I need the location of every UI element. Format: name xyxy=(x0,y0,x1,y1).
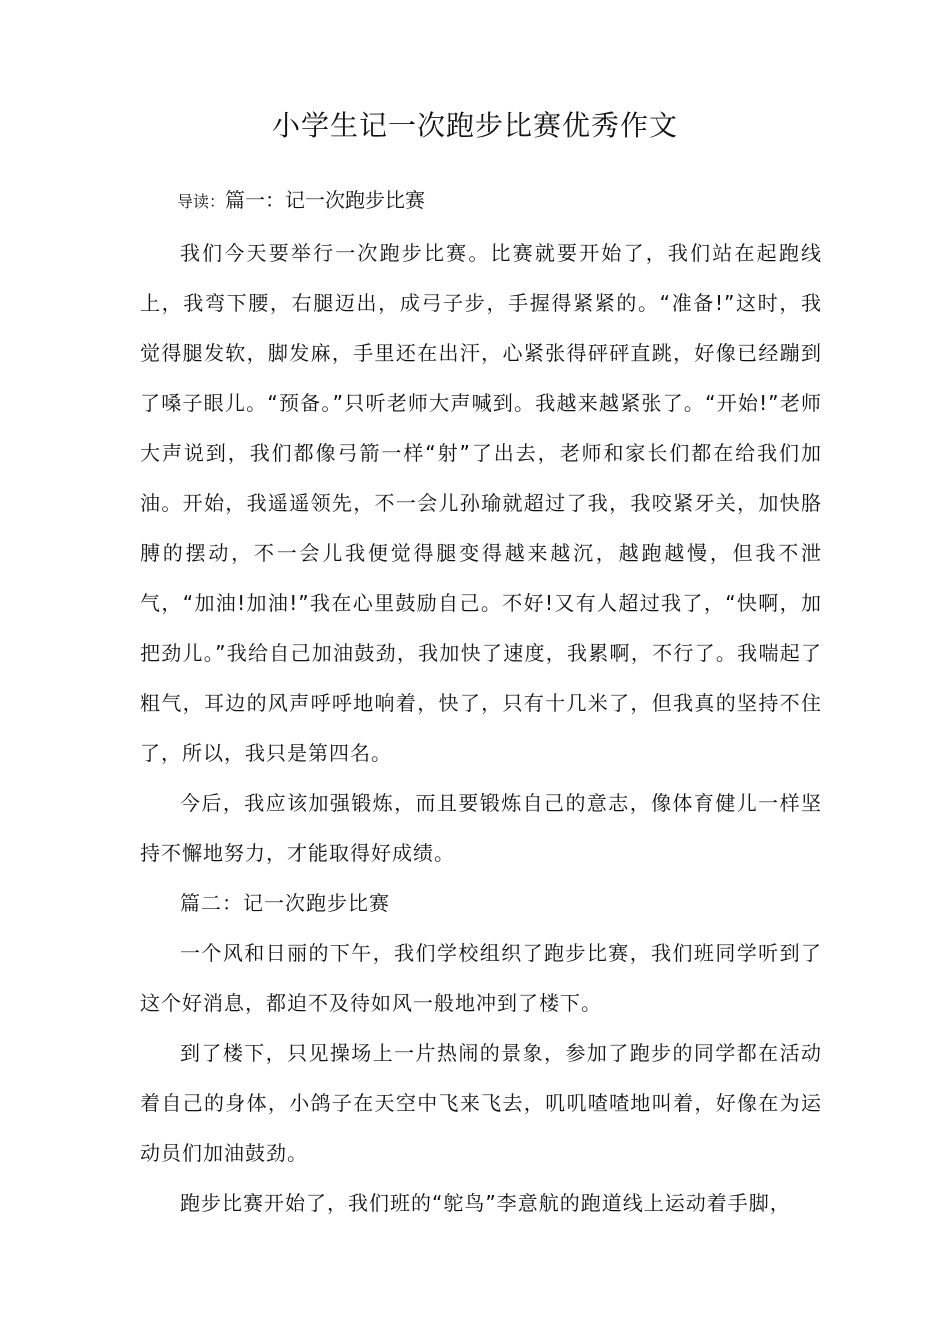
document-title: 小学生记一次跑步比赛优秀作文 xyxy=(271,109,678,142)
paragraph: 一个风和日丽的下午，我们学校组织了跑步比赛，我们班同学听到了这个好消息，都迫不及待如风一般地冲到了楼下。 xyxy=(140,941,822,1015)
paragraph: 今后，我应该加强锻炼，而且要锻炼自己的意志，像体育健儿一样坚持不懈地努力，才能取得好成绩。 xyxy=(140,791,822,865)
lead-label: 导读： xyxy=(177,192,226,211)
lead-text: 篇一：记一次跑步比赛 xyxy=(225,188,426,212)
paragraph: 跑步比赛开始了，我们班的“鸵鸟”李意航的跑道线上运动着手脚， xyxy=(180,1191,791,1215)
section-heading: 篇二：记一次跑步比赛 xyxy=(180,891,390,915)
body-text xyxy=(140,228,822,1228)
lead-line xyxy=(177,186,425,216)
paragraph: 到了楼下，只见操场上一片热闹的景象，参加了跑步的同学都在活动着自己的身体，小鸽子在天空中飞来飞去，叽叽喳喳地叫着，好像在为运动员们加油鼓劲。 xyxy=(140,1041,822,1165)
paragraph: 我们今天要举行一次跑步比赛。比赛就要开始了，我们站在起跑线上，我弯下腰，右腿迈出，成弓子步，手握得紧紧的。“准备!”这时，我觉得腿发软，脚发麻，手里还在出汗，心紧张得砰砰直跳，好像已经蹦到了嗓子眼儿。“预备。”只听老师大声喊到。我越来越紧张了。“开始!”老师大声说到，我们都像弓箭一样“射”了出去，老师和家长们都在给我们加油。开始，我遥遥领先，不一会儿孙瑜就超过了我，我咬紧牙关，加快胳膊的摆动，不一会儿我便觉得腿变得越来越沉，越跑越慢，但我不泄气，“加油!加油!”我在心里鼓励自己。不好!又有人超过我了，“快啊，加把劲儿。”我给自己加油鼓劲，我加快了速度，我累啊，不行了。我喘起了粗气，耳边的风声呼呼地响着，快了，只有十几米了，但我真的坚持不住了，所以，我只是第四名。 xyxy=(140,241,822,765)
